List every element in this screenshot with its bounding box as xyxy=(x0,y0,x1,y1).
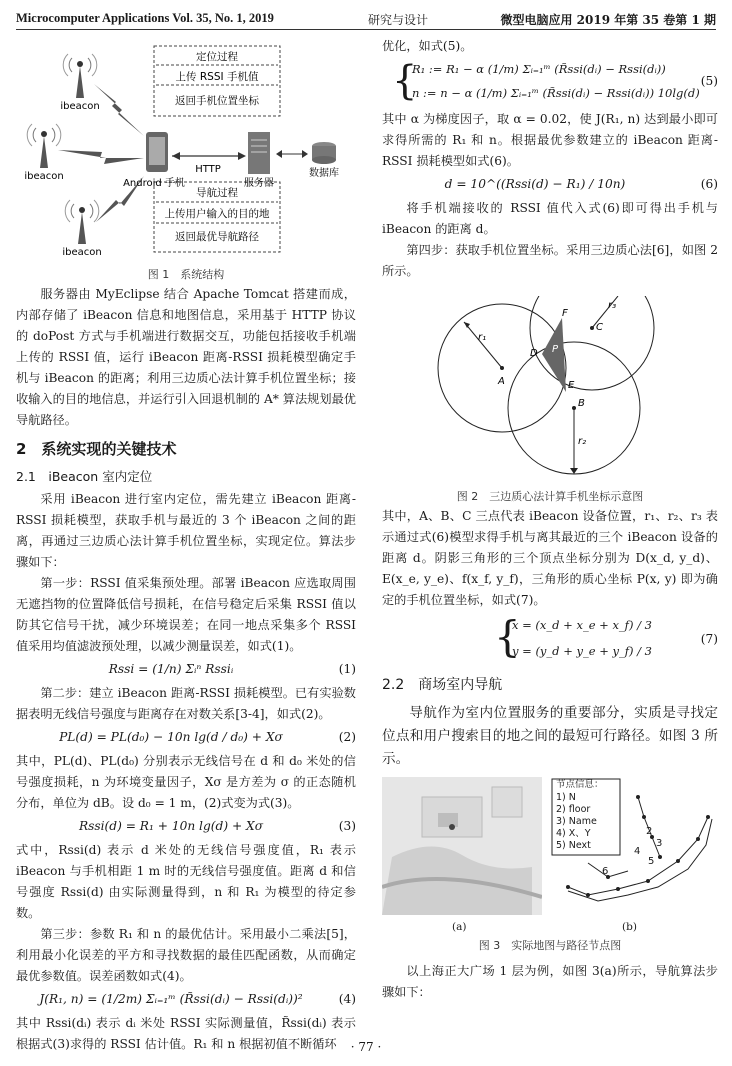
node-number-2: 2 xyxy=(646,826,653,837)
equation-6-number: (6) xyxy=(700,177,718,191)
node-info-item-3: 3) Name xyxy=(556,816,597,827)
subsection-2-2-heading: 2.2 商场室内导航 xyxy=(382,677,503,693)
equation-6-body: d = 10^((Rssi(d) − R₁) / 10n) xyxy=(444,177,626,191)
left-paragraph-8: 其中 Rssi(dᵢ) 表示 dᵢ 米处 RSSI 实际测量值，R̃ssi(dᵢ) 表示根据式(3)求得的 RSSI 估计值。R₁ 和 n 根据初值不断循环 xyxy=(16,1016,356,1051)
equation-7-brace: { xyxy=(494,612,521,661)
equation-5-number: (5) xyxy=(700,74,718,88)
node-info-item-5: 5) Next xyxy=(556,840,591,851)
android-phone-icon xyxy=(146,132,168,172)
equation-7-line-1: x = (x_d + x_e + x_f) / 3 xyxy=(512,618,652,632)
upload-rssi-label: 上传 RSSI 手机值 xyxy=(175,71,259,83)
server-icon xyxy=(248,132,270,174)
upload-destination-label: 上传用户输入的目的地 xyxy=(164,208,270,220)
section-label: 研究与设计 xyxy=(368,13,429,27)
label-f: F xyxy=(562,308,568,319)
journal-title-en: Microcomputer Applications Vol. 35, No. 1, 2019 xyxy=(16,11,274,25)
return-coords-label: 返回手机位置坐标 xyxy=(175,95,259,107)
left-paragraph-1: 服务器由 MyEclipse 结合 Apache Tomcat 搭建而成，内部存储了 iBeacon 信息和地图信息，采用基于 HTTP 协议的 doPost 方式与手机端进行数据交互，功能包括接收手机端上传的 RSSI 值，运行 iBeacon 距离-RSSI 损耗模型确定手机与 iBeacon 的距离；利用三边质心法计算手机位置坐标；接收输入的目的地信息，并运行引入回退机制的 A* 算法规划最优导航路径。 xyxy=(16,287,356,427)
figure-3-caption: 图 3 实际地图与路径节点图 xyxy=(478,939,622,952)
left-paragraph-5: 其中，PL(d)、PL(d₀) 分别表示无线信号在 d 和 d₀ 米处的信号强度损耗，n 为环境变量因子，Xσ 是方差为 σ 的正态随机分布，单位为 dB。设 d₀ = 1 m，(2)式变为式(3)。 xyxy=(16,754,356,810)
ibeacon-icon-left xyxy=(27,124,61,168)
left-paragraph-4: 第二步：建立 iBeacon 距离-RSSI 损耗模型。已有实验数据表明无线信号强度与距离存在对数关系[3-4]，如式(2)。 xyxy=(16,686,356,721)
positioning-title: 定位过程 xyxy=(196,51,238,63)
node-number-4: 4 xyxy=(634,846,641,857)
ibeacon-label-bottom: ibeacon xyxy=(62,247,102,258)
equation-1-number: (1) xyxy=(338,662,356,676)
right-paragraph-6: 导航作为室内位置服务的重要部分，实质是寻找定位点和用户搜索目的地之间的最短可行路径。如图 3 所示。 xyxy=(382,705,718,767)
equation-1-body: Rssi = (1/n) Σᵢⁿ Rssiᵢ xyxy=(108,662,234,676)
equation-2-body: PL(d) = PL(d₀) − 10n lg(d / d₀) + Xσ xyxy=(59,730,283,744)
right-paragraph-4: 第四步：获取手机位置坐标。采用三边质心法[6]，如图 2 所示。 xyxy=(382,243,718,278)
ibeacon-label-left: ibeacon xyxy=(24,171,64,182)
figure-3 xyxy=(382,777,718,955)
equation-2 xyxy=(16,725,356,751)
running-header xyxy=(16,8,716,30)
node-info-title: 节点信息： xyxy=(556,779,604,790)
equation-7-line-2: y = (y_d + y_e + y_f) / 3 xyxy=(512,644,652,658)
figure-2 xyxy=(382,296,718,506)
equation-5 xyxy=(382,57,718,109)
label-e: E xyxy=(568,380,575,391)
equation-6 xyxy=(382,172,718,198)
trilateration-diagram xyxy=(382,296,718,492)
equation-5-brace: { xyxy=(392,58,418,104)
phone-label: Android 手机 xyxy=(123,178,185,189)
section-2-heading: 2 系统实现的关键技术 xyxy=(16,440,177,458)
equation-4 xyxy=(16,987,356,1013)
right-column xyxy=(382,36,718,1003)
left-paragraph-2: 采用 iBeacon 进行室内定位，需先建立 iBeacon 距离-RSSI 损耗模型，获取手机与最近的 3 个 iBeacon 之间的距离，再通过三边质心法计算手机位置坐标，实现定位。算法步骤如下： xyxy=(16,492,356,569)
label-c: C xyxy=(596,322,603,333)
right-paragraph-7: 以上海正大广场 1 层为例，如图 3(a)所示，导航算法步骤如下： xyxy=(382,964,718,999)
mall-map xyxy=(382,777,542,915)
left-paragraph-6: 式中，Rssi(d) 表示 d 米处的无线信号强度值，R₁ 表示 iBeacon 与手机相距 1 m 时的无线信号强度值。距离 d 和信号强度 Rssi(d) 由实际测量得到，n 和 R₁ 为模型的待定参数。 xyxy=(16,843,356,920)
left-column xyxy=(16,36,356,1055)
right-paragraph-3: 将手机端接收的 RSSI 值代入式(6)即可得出手机与 iBeacon 的距离 d。 xyxy=(382,201,718,236)
equation-1 xyxy=(16,657,356,683)
figure-1 xyxy=(16,36,356,284)
figure-1-caption: 图 1 系统结构 xyxy=(147,268,225,281)
label-d: D xyxy=(530,348,538,359)
node-number-3: 3 xyxy=(656,838,663,849)
node-info-item-4: 4) X、Y xyxy=(556,828,591,839)
equation-3-body: Rssi(d) = R₁ + 10n lg(d) + Xσ xyxy=(78,819,264,833)
subfigure-b-label: (b) xyxy=(622,921,637,933)
page-number: · 77 · xyxy=(350,1040,382,1054)
equation-4-body: J(R₁, n) = (1/2m) Σᵢ₌₁ᵐ (R̃ssi(dᵢ) − Rssi(dᵢ))² xyxy=(39,992,303,1006)
return-path-label: 返回最优导航路径 xyxy=(175,231,259,243)
equation-5-line-1: R₁ := R₁ − α (1/m) Σᵢ₌₁ᵐ (R̃ssi(dᵢ) − Rssi(dᵢ)) xyxy=(412,62,666,76)
equation-3-number: (3) xyxy=(338,819,356,833)
equation-4-number: (4) xyxy=(338,992,356,1006)
subsection-2-1-heading: 2.1 iBeacon 室内定位 xyxy=(16,469,153,484)
subfigure-a-label: (a) xyxy=(452,921,467,933)
label-r3: r₃ xyxy=(608,300,617,311)
node-number-6: 6 xyxy=(602,866,609,877)
label-r2: r₂ xyxy=(578,436,587,447)
system-architecture-diagram xyxy=(16,36,356,264)
shaded-triangle xyxy=(542,318,566,392)
label-r1: r₁ xyxy=(478,332,487,343)
label-a: A xyxy=(498,376,505,387)
ibeacon-icon-bottom xyxy=(65,200,99,244)
left-paragraph-7: 第三步：参数 R₁ 和 n 的最优估计。采用最小二乘法[5]，利用最小化误差的平方和寻找数据的最佳匹配函数，从而确定最优参数值。误差函数如式(4)。 xyxy=(16,927,356,983)
left-paragraph-3: 第一步：RSSI 值采集预处理。部署 iBeacon 应选取周围无遮挡物的位置降低信号损耗，在信号稳定后采集 RSSI 值以防其它信号干扰，减少环境误差；在同一地点采集多个 RSSI 值采用均值滤波预处理，以减少测量误差，如式(1)。 xyxy=(16,576,356,653)
equation-2-number: (2) xyxy=(338,730,356,744)
equation-7 xyxy=(382,611,718,669)
database-icon xyxy=(312,142,336,164)
ibeacon-icon-top xyxy=(63,54,97,98)
header-rule xyxy=(16,29,716,30)
figure-2-caption: 图 2 三边质心法计算手机坐标示意图 xyxy=(456,490,644,503)
ibeacon-label-top: ibeacon xyxy=(60,101,100,112)
right-paragraph-2: 其中 α 为梯度因子，取 α = 0.02，使 J(R₁, n) 达到最小即可求得所需的 R₁ 和 n。根据最优参数建立的 iBeacon 距离-RSSI 损耗模型如式(6)。 xyxy=(382,112,718,168)
node-number-5: 5 xyxy=(648,856,655,867)
journal-title-cn: 微型电脑应用 2019 年第 35 卷第 1 期 xyxy=(500,13,716,27)
node-info-item-2: 2) floor xyxy=(556,804,591,815)
server-label: 服务器 xyxy=(244,178,274,189)
right-paragraph-5: 其中，A、B、C 三点代表 iBeacon 设备位置，r₁、r₂、r₃ 表示通过式(6)模型求得手机与离其最近的三个 iBeacon 设备的距离 d。阴影三角形的三个顶点坐标分别为 D(x_d, y_d)、E(x_e, y_e)、f(x_f, y_f)，三角形的质心坐标 P(x, y) 即为确定的手机位置坐标，如式(7)。 xyxy=(382,509,718,607)
database-label: 数据库 xyxy=(309,168,339,179)
right-paragraph-1: 优化，如式(5)。 xyxy=(382,39,473,53)
equation-5-line-2: n := n − α (1/m) Σᵢ₌₁ᵐ (R̃ssi(dᵢ) − Rssi(dᵢ)) 10lg(d) xyxy=(412,86,700,100)
path-node-graph xyxy=(548,777,718,915)
node-info-item-1: 1) N xyxy=(556,792,576,803)
equation-3 xyxy=(16,814,356,840)
http-label: HTTP xyxy=(195,164,221,175)
label-p: P xyxy=(552,344,559,355)
navigation-title: 导航过程 xyxy=(196,187,238,199)
equation-7-number: (7) xyxy=(700,632,718,646)
label-b: B xyxy=(578,398,585,409)
